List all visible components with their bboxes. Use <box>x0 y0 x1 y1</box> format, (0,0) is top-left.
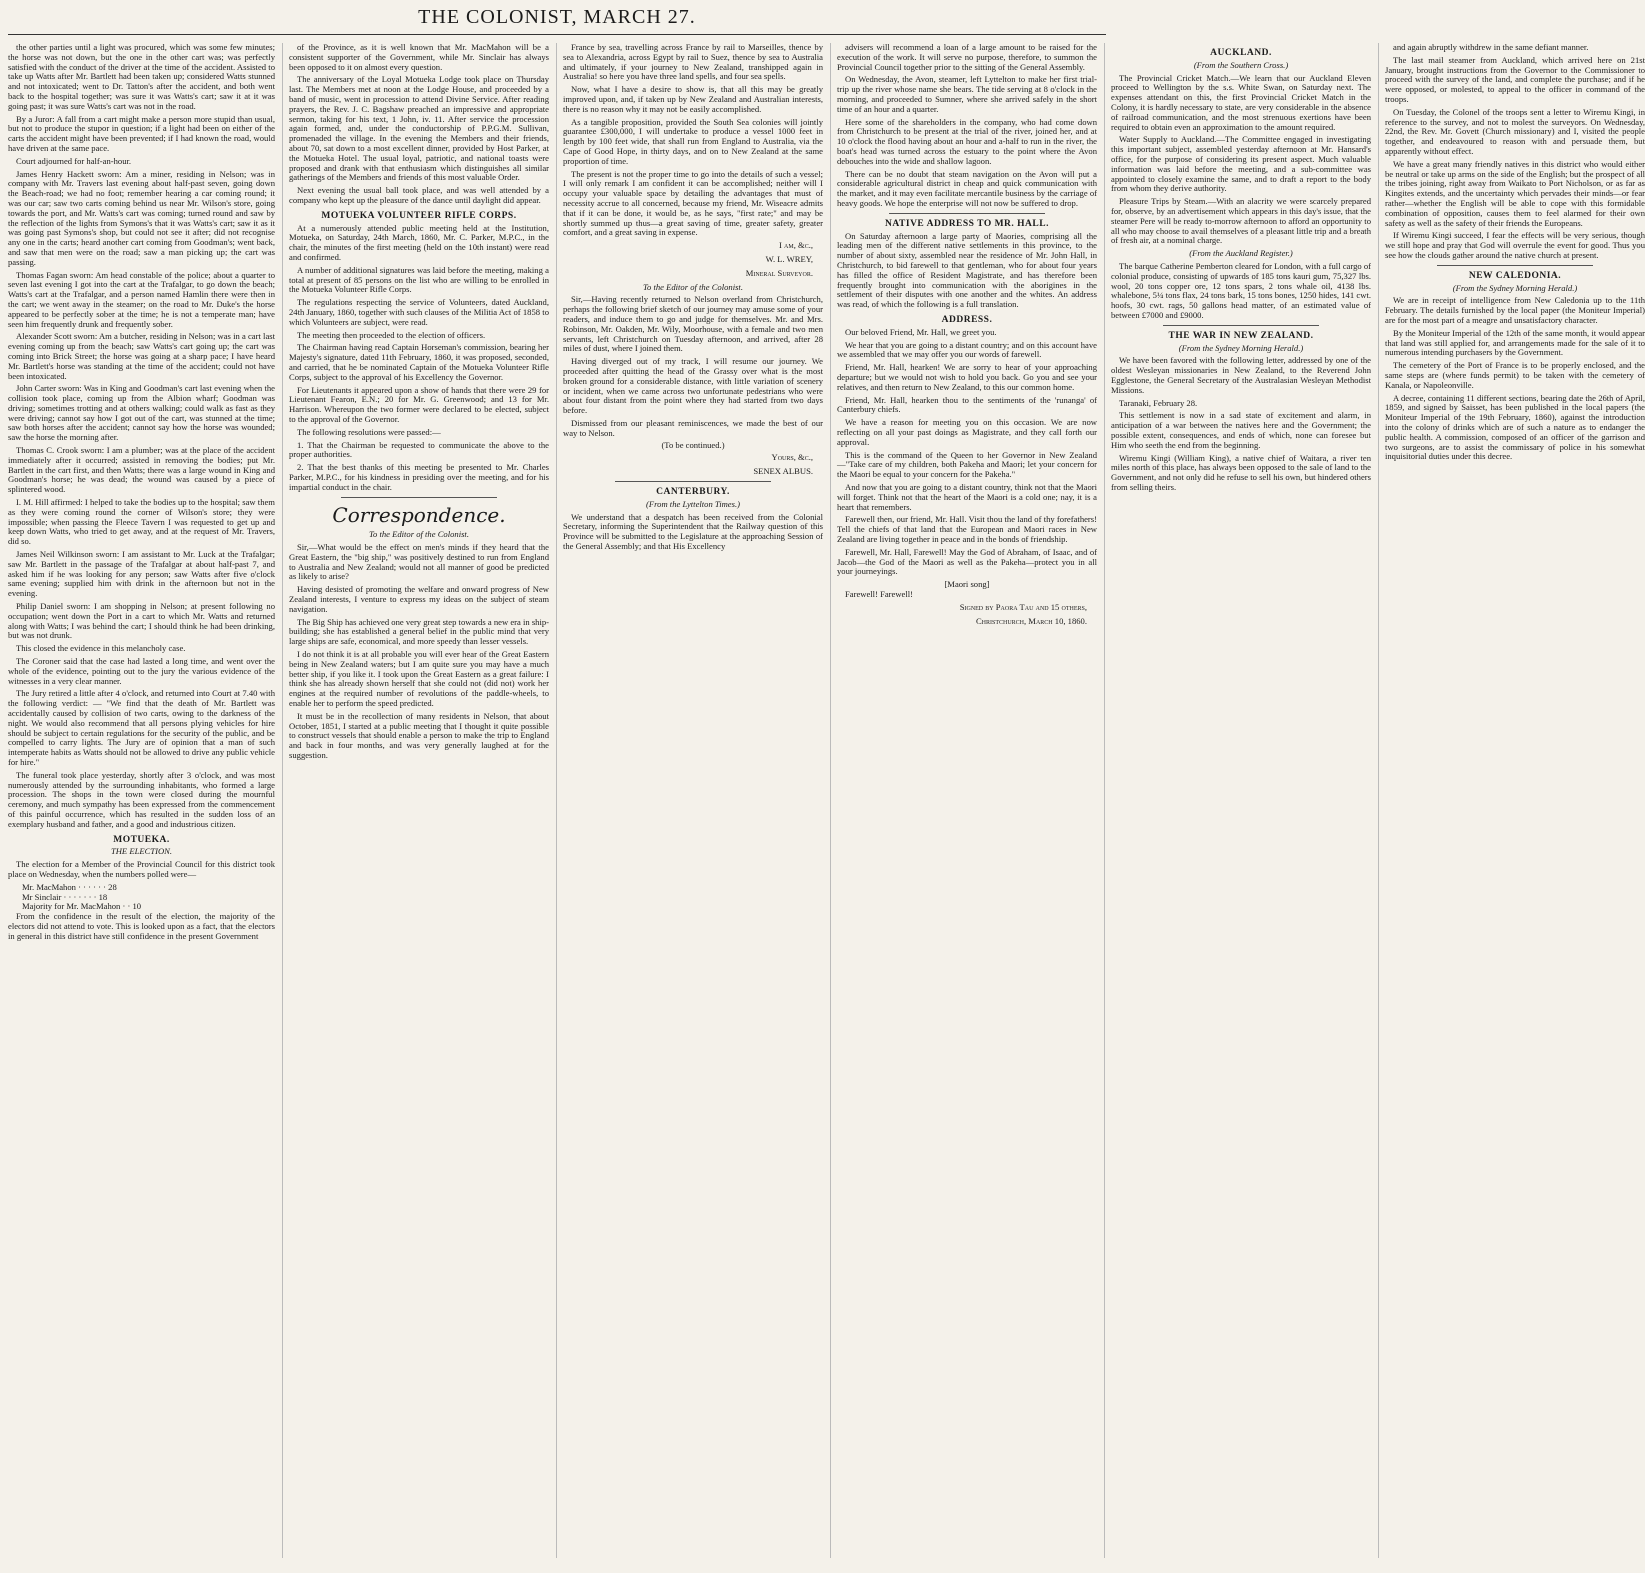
paragraph: Farewell then, our friend, Mr. Hall. Visit thou the land of thy forefathers! Tell the chiefs of that land that the European and Maori races in New Zealand are living together in peace and in the bonds of friendship. <box>837 514 1097 544</box>
paragraph: If Wiremu Kingi succeed, I fear the effects will be very serious, though we still hope and pray that God will overrule the event for good. Thus you see how the clouds gather around the native church at present. <box>1385 230 1645 260</box>
address-body <box>837 328 1097 577</box>
auckland-source: (From the Southern Cross.) <box>1193 59 1289 70</box>
correspondence-heading: Correspondence. <box>332 502 506 527</box>
paragraph: Sir,—Having recently returned to Nelson overland from Christchurch, perhaps the following brief sketch of our journey may amuse some of your readers, and induce them to go and judge for themselves. Mr. and Mrs. Robinson, Mr. Oakden, Mr. Wily, Moorhouse, with a female and two men servants, left Christchurch on Tuesday afternoon, and arrived, after 28 miles of dust, where I joined them. <box>563 294 823 354</box>
paragraph: A number of additional signatures was laid before the meeting, making a total at present of 85 persons on the list who are willing to be enrolled in the Motueka Volunteer Rifle Corps. <box>289 264 549 295</box>
paragraph: The Big Ship has achieved one very great step towards a new era in ship-building; she has established a general belief in the public mind that very large ships are safe, economical, and more speedy than lesser vessels. <box>289 616 550 647</box>
paragraph: We have a reason for meeting you on this occasion. We are now reflecting on all your past doings as Magistrate, and they call forth our approval. <box>837 417 1097 447</box>
paragraph: Next evening the usual ball took place, and was well attended by a company who kept up the pleasure of the dance until daylight did appear. <box>289 185 549 205</box>
war-heading: THE WAR IN NEW ZEALAND. <box>1168 330 1314 341</box>
paragraph: At a numerously attended public meeting held at the Institution, Motueka, on Saturday, 24th March, 1860, Mr. C. Parker, M.P.C., in the chair, the minutes of the first meeting (held on the 10th instant) were read and confirmed. <box>289 222 549 262</box>
paragraph: The regulations respecting the service of Volunteers, dated Auckland, 24th January, 1860, together with such clauses of the Militia Act of 1858 to which Volunteers are subject, were read. <box>289 297 549 327</box>
correspondence-body <box>289 543 549 761</box>
paragraph: Court adjourned for half-an-hour. <box>16 155 132 166</box>
page-title: THE COLONIST, MARCH 27. <box>418 6 696 28</box>
new-caledonia-source: (From the Sydney Morning Herald.) <box>1452 282 1578 293</box>
paragraph: France by sea, travelling across France by rail to Marseilles, thence by sea to Alexandria, across Egypt by rail to Suez, thence by sea to Australia and ultimately, if your journey to New Zealand, transhipped again in Australia! so here you have three land spells, and four sea spells. <box>563 42 823 82</box>
masthead <box>8 0 1106 35</box>
paragraph: The Provincial Cricket Match.—We learn that our Auckland Eleven proceed to Wellington by the s.s. White Swan, on Saturday next. The expenses attendant on this, the first Provincial Cricket Match in the Colony, it is hardly necessary to state, are very considerable in the absence of railroad communication, and the most strenuous exertions have been required to obtain even an approximation to the amount required. <box>1111 72 1371 132</box>
paragraph: The present is not the proper time to go into the details of such a vessel; I will only remark I am confident it can be accomplished; neither will I occupy your valuable space by detailing the advantages that must of necessity accrue to all concerned, because my friend, Mr. Wiseacre admits that if it can be done, it would be, as he says, "first rate;" and may be shortly summed up thus—a great saving of time, greater safety, greater comfort, and a great saving in expense. <box>563 168 823 238</box>
address-heading: ADDRESS. <box>941 314 993 325</box>
column-3-body <box>563 43 823 238</box>
canterbury-para: We understand that a despatch has been received from the Colonial Secretary, informing the Superintendent that the Railway question of this Province will be submitted to the Legislature at the approaching Session of the General Assembly; and that His Excellency <box>563 511 823 551</box>
column-1 <box>8 43 275 1558</box>
new-caledonia-body <box>1385 296 1645 462</box>
paragraph: We have a great many friendly natives in this district who would either be neutral or take up arms on the side of the English; but the prospect of all the tribes joining, right away from Waikato to Port Nicholson, or as far as Kingites extends, and the uncertainty which pervades their minds—or fear rather—whether the English will be able to cope with this formidable combination of opposition, causes them to feel alarmed for their own safety as well as the safety of their friends the Europeans. <box>1385 158 1645 228</box>
sign-off: I am, &c., <box>779 240 813 251</box>
poll-row: Mr. MacMahon · · · · · · 28 <box>22 881 117 892</box>
senex-signature: SENEX ALBUS. <box>753 466 813 477</box>
paragraph: As a tangible proposition, provided the South Sea colonies will jointly guarantee £300,000, I will undertake to produce a vessel 1000 feet in length by 100 feet wide, that shall run from England to Australia, via the Cape of Good Hope, in thirty days, and on to New Zealand at the same proportion of time. <box>563 116 823 166</box>
to-editor-line: To the Editor of the Colonist. <box>369 529 469 540</box>
column-3 <box>556 43 823 1558</box>
paragraph: Taranaki, February 28. <box>1119 397 1198 408</box>
motueka-heading: MOTUEKA. <box>113 834 170 845</box>
paragraph: Now, what I have a desire to show is, that all this may be greatly improved upon, and, if taken up by New Zealand and Australian interests, there is no reason why it may not be easily accomplished. <box>563 84 823 114</box>
paragraph: This is the command of the Queen to her Governor in New Zealand—"Take care of my children, both Pakeha and Maori; let your concern for the Maori be equal to your concern for the Pakeha." <box>837 449 1097 480</box>
paragraph: Dismissed from our pleasant reminiscences, we made the best of our way to Nelson. <box>563 417 823 438</box>
election-intro: The election for a Member of the Provincial Council for this district took place on Wednesday, when the numbers polled were— <box>8 859 275 879</box>
paragraph: Farewell, Mr. Hall, Farewell! May the God of Abraham, of Isaac, and of Jacob—the God of the Maori as well as the Pakeha—protect you in all your journeyings. <box>837 546 1097 577</box>
maori-song: [Maori song] <box>944 579 990 590</box>
divider <box>615 481 771 482</box>
paragraph: James Neil Wilkinson sworn: I am assistant to Mr. Luck at the Trafalgar; saw Mr. Bartlett in the passage of the Trafalgar at about half-past 7, and asked him if he was looking for any person; saw Watts after five o'clock same evening; supplied him with drink in the afternoon but not in the evening. <box>8 549 275 599</box>
paragraph: For Lieutenants it appeared upon a show of hands that there were 29 for Lieutenant Fearon, E.N.; 20 for Mr. G. Greenwood; and 13 for Mr. Harrison. Whereupon the two former were declared to be elected, subject to the approval of the Governor. <box>289 384 549 424</box>
paragraph: The Jury retired a little after 4 o'clock, and returned into Court at 7.40 with the following verdict: — "We find that the death of Mr. Bartlett was accidentally caused by collision of two carts, owing to the darkness of the night. We would also recommend that all persons plying vehicles for hire should be subject to certain regulations for the security of the public, and be compelled to carry lights. The Jury are of opinion that a man of such intemperate habits as Watts should not be allowed to drive any public vehicle for hire." <box>8 688 275 767</box>
native-address-heading: NATIVE ADDRESS TO MR. HALL. <box>885 218 1049 229</box>
column-2 <box>282 43 549 1558</box>
paragraph: The meeting then proceeded to the election of officers. <box>297 329 486 340</box>
column-4-body <box>837 43 1097 209</box>
paragraph: And now that you are going to a distant country, think not that the Maori will forget. Think not that the heart of the Maori is a cold one; nay, it is a heart that remembers. <box>837 481 1097 512</box>
column-6-body <box>1385 43 1645 261</box>
rifle-corps-body <box>289 224 549 493</box>
signature-name: W. L. WREY, <box>765 253 813 264</box>
paragraph: James Henry Hackett sworn: Am a miner, residing in Nelson; was in company with Mr. Travers last evening about half-past seven, going down the Beach-road; we had no foot; remember hearing a car coming round; it was our car; saw two carts coming behind us near Mr. Wilson's store, going towards the port, and Mr. Watts's cart was coming; turned round and saw by the reflection of the lights from Symons's that it was Watts's cart; saw it as it was going past Symons's shop, but could not see it after; did not recognise any one in the carts; heard another cart coming from Goodman's; went back, and saw that men were on the road; saw a man picking up; the cart was passing. <box>8 168 275 267</box>
column-1-body <box>8 43 275 830</box>
paragraph: of the Province, as it is well known that Mr. MacMahon will be a consistent supporter of the Government, while Mr. Sinclair has always been opposed to it on almost every question. <box>289 42 549 72</box>
column-6 <box>1378 43 1645 1558</box>
war-source: (From the Sydney Morning Herald.) <box>1178 342 1304 353</box>
paragraph: 2. That the best thanks of this meeting be presented to Mr. Charles Parker, M.P.C., for his kindness in presiding over the meeting, and for his impartial conduct in the chair. <box>289 462 549 492</box>
paragraph: Pleasure Trips by Steam.—With an alacrity we were scarcely prepared for, observe, by an advertisement which appears in this day's issue, that the steamer Pere will be ready to-morrow afternoon to afford an opportunity to all who may choose to avail themselves of a pleasant little trip and a breath of fresh air, at a nominal charge. <box>1111 196 1371 246</box>
poll-row: Mr Sinclair · · · · · · · 18 <box>22 891 108 902</box>
paragraph: advisers will recommend a loan of a large amount to be raised for the execution of the work. It will serve no purpose, therefore, to summon the Provincial Council together prior to the sitting of the General Assembly. <box>837 42 1097 72</box>
paragraph: Sir,—What would be the effect on men's minds if they heard that the Great Eastern, the "big ship," was positively destined to run from England to Australia and New Zealand; would not all manner of good be predicted as likely to arise? <box>289 542 549 582</box>
paragraph: By the Moniteur Imperial of the 12th of the same month, it would appear that land was still applied for, and arrangements made for the sale of it to numerous intending purchasers by the Government. <box>1385 327 1645 358</box>
paragraph: and again abruptly withdrew in the same defiant manner. <box>1393 42 1589 52</box>
register-para: The barque Catherine Pemberton cleared for London, with a full cargo of colonial produce, consisting of upwards of 185 tons kauri gum, 75,327 lbs. wool, 20 tons copper ore, 12 tons spars, 2 tons whale oil, 4138 lbs. whalebone, 5¼ tons flax, 24 tons bark, 15 tons bones, 1250 hides, 141 cwt. hoofs, 30 cwt. rags, 50 gallons head matter, of an estimated value of between £7000 and £9000. <box>1111 260 1371 320</box>
election-heading: THE ELECTION. <box>110 846 173 857</box>
canterbury-heading: CANTERBURY. <box>656 486 730 497</box>
column-5 <box>1104 43 1371 1558</box>
paragraph: It must be in the recollection of many residents in Nelson, that about October, 1851, I started at a public meeting that I thought it quite possible to construct vessels that should enable a person to make the trip to England and back in four months, and was very generally laughed at for the suggestion. <box>289 710 549 761</box>
new-caledonia-heading: NEW CALEDONIA. <box>1468 270 1562 281</box>
divider <box>341 497 497 498</box>
signature-title: Mineral Surveyor. <box>745 267 813 278</box>
poll-results <box>8 883 275 912</box>
paragraph: The funeral took place yesterday, shortly after 3 o'clock, and was most numerously attended by the surrounding inhabitants, who formed a large procession. The shops in the town were closed during the mournful ceremony, and much sympathy has been expressed from the commencement of this painful occurrence, which has resulted in the sudden loss of an exemplary husband and father, and a good and industrious citizen. <box>8 769 275 829</box>
majority-row: Majority for Mr. MacMahon · · 10 <box>22 901 142 912</box>
yours-line: Yours, &c., <box>771 452 813 463</box>
paragraph: Friend, Mr. Hall, hearken! We are sorry to hear of your approaching departure; but we would not wish to hold you back. Go you and see your relatives, and then return to New Zealand, to this our common home. <box>837 362 1097 392</box>
paragraph: 1. That the Chairman be requested to communicate the above to the proper authorities. <box>289 439 549 460</box>
paragraph: We are in receipt of intelligence from New Caledonia up to the 11th February. The details furnished by the local paper (the Moniteur Imperial) are for the most part of a meagre and unsatisfactory character. <box>1385 295 1645 325</box>
auckland-register-source: (From the Auckland Register.) <box>1189 248 1293 259</box>
paragraph: This closed the evidence in this melancholy case. <box>16 643 186 654</box>
paragraph: Wiremu Kingi (William King), a native chief of Waitara, a river ten miles north of this place, has always been opposed to the sale of land to the Government, and not only did he refuse to sell his own, but hindered others from selling theirs. <box>1111 452 1371 492</box>
paragraph: Here some of the shareholders in the company, who had come down from Christchurch to be present at the trial of the river, joined her, and at 10 o'clock the flood having about an hour and a-half to run in the river, the boat's head was turned across the estuary to the point where the Avon debouches into the wide and shallow lagoon. <box>837 116 1097 166</box>
war-body <box>1111 356 1371 492</box>
paragraph: The Chairman having read Captain Horseman's commission, bearing her Majesty's signature, dated 11th February, 1860, it was proposed, seconded, and carried, that he be nominated Captain of the Motueka Volunteer Rifle Corps, subject to the approval of his Excellency the Governor. <box>289 342 549 382</box>
auckland-body <box>1111 74 1371 247</box>
signed-line: Signed by Paora Tau and 15 others, <box>959 601 1087 612</box>
to-editor-line: To the Editor of the Colonist. <box>643 281 743 292</box>
farewell-line: Farewell! Farewell! <box>845 588 914 599</box>
columns <box>8 42 1645 1558</box>
letter-body <box>563 295 823 438</box>
place-date: Christchurch, March 10, 1860. <box>975 615 1087 626</box>
paragraph: Our beloved Friend, Mr. Hall, we greet you. <box>845 326 997 337</box>
paragraph: Thomas Fagan sworn: Am head constable of the police; about a quarter to seven last evening I got into the cart at the Trafalgar, to go down the beach; Watts's cart at the Trafalgar, and a person named Hamlin there were then in the cart; we went away in the steamer; on the road to Mr. Duke's the horse appeared to be perfectly sober at the time; he is not a temperate man; have seen him frequently drunk and frequently sober. <box>8 269 275 329</box>
paragraph: On Tuesday, the Colonel of the troops sent a letter to Wiremu Kingi, in reference to the survey, and not to molest the surveyors. On Wednesday, 22nd, the Rev. Mr. Govett (Church missionary) and I, visited the people together, and endeavoured to reason with and persuade them, but apparently without effect. <box>1385 106 1645 156</box>
divider <box>1163 325 1319 326</box>
continued-note: (To be continued.) <box>661 440 725 451</box>
divider <box>1437 265 1593 266</box>
paragraph: the other parties until a light was procured, which was some few minutes; the horse was not down, but the one in the other cart was; was perfectly satisfied with the conduct of the driver at the time of the accident. Assisted to take up Watts after Mr. Bartlett had been taken up; considered Watts stunned and not intoxicated; went to Dr. Tatton's after the accident, and both went back to the hospital together; was sure it was Watts's cart; saw it at it was going past; it was sure Watts's cart was not in the road. <box>8 42 275 111</box>
paragraph: The last mail steamer from Auckland, which arrived here on 21st January, brought instructions from the Governor to the Commissioner to proceed with the survey of the land, and complete the purchase; and if he were opposed, or molested, to appeal to the officer in command of the troops. <box>1385 54 1645 104</box>
paragraph: Philip Daniel sworn: I am shopping in Nelson; at present following no occupation; went down the Port in a cart to which Mr. Watts and returned along with Watts; I was behind the cart; I should think he had been drinking, but was not drunk. <box>8 601 275 641</box>
paragraph: Alexander Scott sworn: Am a butcher, residing in Nelson; was in a cart last evening coming up from the beach; saw Watts's cart going up; the cart was coming into Brick Street; the horse was going at a sharp pace; I have heard Mr. Bartlett's horse was standing at the time of the accident; could not have been intoxicated. <box>8 331 275 381</box>
paragraph: The anniversary of the Loyal Motueka Lodge took place on Thursday last. The Members met at noon at the Lodge House, and proceeded by a band of music, went in procession to attend Divine Service. After reading prayers, the Rev. J. C. Bagshaw preached an impressive and appropriate sermon, taking for his text, 1 John, iv. 11. After service the procession again formed, and, under the conductorship of P.P.G.M. Sullivan, promenaded the village. In the evening the Members and their friends, about 70, sat down to a most excellent dinner, provided by Host Parker, at the Motueka Hotel. The usual loyal, patriotic, and national toasts were proposed and drank with that enthusiasm which distinguishes all similar gatherings of the Members and friends of this most valuable Order. <box>289 74 549 183</box>
paragraph: We hear that you are going to a distant country; and on this account have we assembled that we may offer you our words of farewell. <box>837 339 1097 360</box>
auckland-heading: AUCKLAND. <box>1210 48 1272 58</box>
paragraph: Having diverged out of my track, I will resume our journey. We proceeded after quitting the head of the Grassy over what is the most broken ground for a considerable distance, with little variation of scenery or incident, when we came across two unfortunate pedestrians who were about four distant from the point where they had started from two days before. <box>563 356 823 416</box>
paragraph: Thomas C. Crook sworn: I am a plumber; was at the place of the accident immediately after it occurred; assisted in removing the bodies; put Mr. Bartlett in the cart first, and then Watts; there was a large wound in King and Goodman's horse; he was dead; the wound was caused by a piece of splintered wood. <box>8 445 275 495</box>
paragraph: Water Supply to Auckland.—The Committee engaged in investigating this important subject, assembled yesterday afternoon at Mr. Hansard's office, for the purpose of considering its present aspect. Much valuable information was laid before the meeting, and a sub-committee was appointed to closely examine the same, and to draft a report to the body from whom they derive authority. <box>1111 134 1371 194</box>
paragraph: The Coroner said that the case had lasted a long time, and went over the whole of the evidence, pointing out to the jury the various evidence of the witnesses in a very clear manner. <box>8 656 275 686</box>
paragraph: I. M. Hill affirmed: I helped to take the bodies up to the hospital; saw them as they were coming round the corner of Wilson's store; they were impossible; when passing the Fleece Tavern I was requested to get up and keep down Watts, who tried to get away, and at the request of Mr. Travers, did so. <box>8 497 275 547</box>
native-address-para: On Saturday afternoon a large party of Maories, comprising all the leading men of the different native settlements in this province, to the number of about sixty, assembled near the residence of Mr. John Hall, in Christchurch, to bid farewell to that gentleman, who for about four years has filled the office of Resident Magistrate, and has therefore been frequently brought into communication with the aborigines in the settlement of their disputes with one another and the whites. An address was read, of which the following is a full translation. <box>837 230 1097 310</box>
divider <box>889 213 1045 214</box>
canterbury-source: (From the Lyttelton Times.) <box>646 498 740 509</box>
rifle-corps-heading: MOTUEKA VOLUNTEER RIFLE CORPS. <box>321 210 517 221</box>
paragraph: By a Juror: A fall from a cart might make a person more stupid than usual, but not to produce the stupor in question; if a light had been on either of the carts the accident might have been prevented; if I had known the road, would have driven at the same pace. <box>8 113 275 153</box>
paragraph: We have been favored with the following letter, addressed by one of the oldest Wesleyan missionaries in New Zealand, to the Reverend John Egglestone, the General Secretary of the Australasian Wesleyan Methodist Missions. <box>1111 355 1371 395</box>
paragraph: On Wednesday, the Avon, steamer, left Lyttelton to make her first trial-trip up the river whose name she bears. The tide serving at 8 o'clock in the morning, and proceeded to Sumner, where she arrived safely in the short time of an hour and a quarter. <box>837 74 1097 114</box>
paragraph: Having desisted of promoting the welfare and onward progress of New Zealand interests, I venture to express my ideas on the subject of steam navigation. <box>289 584 549 614</box>
election-tail: From the confidence in the result of the election, the majority of the electors did not attend to vote. This is looked upon as a fact, that the electors in general in this district have still confidence in the present Government <box>8 911 275 941</box>
paragraph: The cemetery of the Port of France is to be properly enclosed, and the same steps are (where funds permit) to be taken with the cemetery of Kanala, or Napoleonville. <box>1385 360 1645 390</box>
column-2-body <box>289 43 549 206</box>
paragraph: This settlement is now in a sad state of excitement and alarm, in anticipation of a war between the natives here and the Government; the possible extent, consequences, and ends of which, none can foresee but Him who seeth the end from the beginning. <box>1111 410 1371 450</box>
column-4 <box>830 43 1097 1558</box>
paragraph: There can be no doubt that steam navigation on the Avon will put a considerable agricultural district in cheap and quick communication with the market, and it may even facilitate mercantile business by the carriage of heavy goods. We hope the enterprise will not now be suffered to drop. <box>837 168 1097 208</box>
paragraph: A decree, containing 11 different sections, bearing date the 26th of April, 1859, and signed by Saisset, has been published in the local papers (the Moniteur Imperial of the 19th February, 1860), against the introduction into the colony of drinks which are of such a nature as to endanger the public health. A commission, composed of an officer of the garrison and two surgeons, are to assist the commissary of police in his somewhat inquisitorial duties under this decree. <box>1385 392 1645 462</box>
paragraph: John Carter sworn: Was in King and Goodman's cart last evening when the collision took place, coming up from the Albion wharf; Goodman was driving; sometimes trotting and at others walking; could walk as fast as they were driving; cannot say how I got out of the cart, was stunned at the time; saw both horses after the accident; cannot say how the horse was wounded; saw the horse the morning after. <box>8 383 275 443</box>
paragraph: I do not think it is at all probable you will ever hear of the Great Eastern being in New Zealand waters; but I am quite sure you may have a much better ship, if you like it. I took upon the Great Eastern as a great failure: I think she has already shown herself that she could not (did not) work her engines at the required number of revolutions of the paddle-wheels, to enable her to perform the speed predicted. <box>289 649 549 709</box>
paragraph: The following resolutions were passed:— <box>297 426 441 437</box>
paragraph: Friend, Mr. Hall, hearken thou to the sentiments of the 'runanga' of Canterbury chiefs. <box>837 394 1097 415</box>
